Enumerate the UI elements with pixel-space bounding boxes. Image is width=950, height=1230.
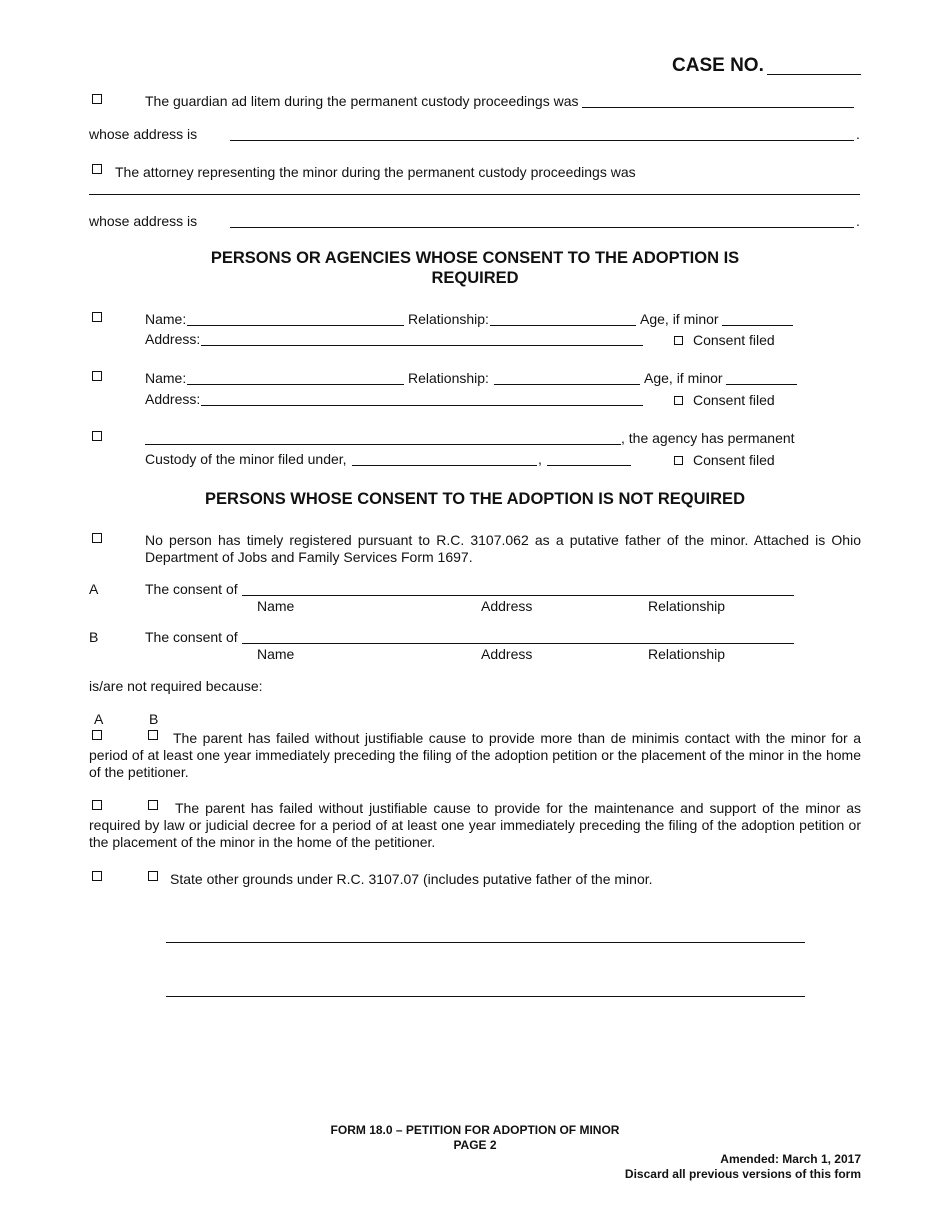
heading-line: REQUIRED xyxy=(431,269,519,287)
person1-age-field[interactable] xyxy=(722,325,793,326)
person2-relationship-field[interactable] xyxy=(494,384,640,385)
person1-consent-label: Consent filed xyxy=(693,332,775,348)
person2-address-label: Address: xyxy=(145,391,201,407)
attorney-checkbox[interactable] xyxy=(92,164,102,174)
guardian-text: The guardian ad litem during the permanent custody proceedings was xyxy=(145,93,579,109)
consent-a-col-address: Address xyxy=(481,598,533,614)
reason3-a-checkbox[interactable] xyxy=(92,871,102,881)
reason1-text: period of at least one year immediately preceding the filing of the adoption petition or the placement of the minor in the home of the petitioner. xyxy=(89,747,861,780)
person2-relationship-label: Relationship: xyxy=(408,370,489,386)
consent-b-col-address: Address xyxy=(481,646,533,662)
person1-relationship-label: Relationship: xyxy=(408,311,489,327)
reason2-text: required by law or judicial decree for a period of at least one year immediately preceding the filing of the adoption petition or the placement of the minor in the home of the petitioner. xyxy=(89,817,861,850)
person1-name-field[interactable] xyxy=(187,325,404,326)
consent-b-field[interactable] xyxy=(242,643,794,644)
reason3-text: State other grounds under R.C. 3107.07 (includes putative father of the minor. xyxy=(170,871,653,887)
guardian-name-field[interactable] xyxy=(582,107,854,108)
section-heading-required xyxy=(0,248,950,288)
custody-label: Custody of the minor filed under, xyxy=(145,451,347,467)
reason2-first-line: The parent has failed without justifiable cause to provide for the maintenance and support of the minor as xyxy=(175,800,861,816)
agency-checkbox[interactable] xyxy=(92,431,102,441)
custody-field-2[interactable] xyxy=(547,465,631,466)
case-number-label: CASE NO. xyxy=(672,55,764,76)
consent-b-letter: B xyxy=(89,629,99,645)
reason2-a-checkbox[interactable] xyxy=(92,800,102,810)
amended-date: Amended: March 1, 2017 xyxy=(720,1152,861,1166)
agency-text: , the agency has permanent xyxy=(621,430,795,446)
consent-a-letter: A xyxy=(89,581,99,597)
form-title: FORM 18.0 – PETITION FOR ADOPTION OF MINOR xyxy=(330,1123,620,1137)
reason1-b-checkbox[interactable] xyxy=(148,730,158,740)
col-b-header: B xyxy=(149,711,159,727)
agency-consent-checkbox[interactable] xyxy=(674,456,683,465)
reason2-b-checkbox[interactable] xyxy=(148,800,158,810)
consent-b-col-relationship: Relationship xyxy=(648,646,726,662)
person1-name-label: Name: xyxy=(145,311,187,327)
person1-checkbox[interactable] xyxy=(92,312,102,322)
period: . xyxy=(856,213,860,229)
discard-notice: Discard all previous versions of this form xyxy=(624,1167,861,1181)
consent-a-field[interactable] xyxy=(242,595,794,596)
person2-age-label: Age, if minor xyxy=(644,370,723,386)
person1-relationship-field[interactable] xyxy=(490,325,636,326)
person2-consent-checkbox[interactable] xyxy=(674,396,683,405)
person1-address-label: Address: xyxy=(145,331,201,347)
putative-checkbox[interactable] xyxy=(92,533,102,543)
consent-a-col-relationship: Relationship xyxy=(648,598,726,614)
person1-consent-checkbox[interactable] xyxy=(674,336,683,345)
col-a-header: A xyxy=(94,711,104,727)
because-text: is/are not required because: xyxy=(89,678,263,694)
page-number: PAGE 2 xyxy=(453,1138,497,1152)
reason1-a-checkbox[interactable] xyxy=(92,730,102,740)
person2-name-field[interactable] xyxy=(187,384,404,385)
consent-a-label: The consent of xyxy=(145,581,238,597)
heading-line: PERSONS OR AGENCIES WHOSE CONSENT TO THE ADOPTION IS xyxy=(210,249,740,267)
other-grounds-line-1[interactable] xyxy=(166,942,805,943)
other-grounds-line-2[interactable] xyxy=(166,996,805,997)
attorney-name-field[interactable] xyxy=(89,194,860,195)
custody-field-1[interactable] xyxy=(352,465,537,466)
section-heading-not-required: PERSONS WHOSE CONSENT TO THE ADOPTION IS NOT REQUIRED xyxy=(205,490,745,508)
comma: , xyxy=(538,451,542,467)
agency-consent-label: Consent filed xyxy=(693,452,775,468)
person2-name-label: Name: xyxy=(145,370,187,386)
agency-name-field[interactable] xyxy=(145,444,621,445)
person2-checkbox[interactable] xyxy=(92,371,102,381)
person1-age-label: Age, if minor xyxy=(640,311,719,327)
person2-age-field[interactable] xyxy=(726,384,797,385)
consent-b-label: The consent of xyxy=(145,629,238,645)
putative-text: No person has timely registered pursuant to R.C. 3107.062 as a putative father of the minor. Attached is Ohio Department of Jobs and Family Services Form 1697. xyxy=(145,532,861,565)
period: . xyxy=(856,126,860,142)
attorney-text: The attorney representing the minor during the permanent custody proceedings was xyxy=(115,164,636,180)
consent-b-col-name: Name xyxy=(257,646,295,662)
attorney-address-label: whose address is xyxy=(89,213,198,229)
person2-address-field[interactable] xyxy=(201,405,643,406)
reason3-b-checkbox[interactable] xyxy=(148,871,158,881)
guardian-checkbox[interactable] xyxy=(92,94,102,104)
person2-consent-label: Consent filed xyxy=(693,392,775,408)
person1-address-field[interactable] xyxy=(201,345,643,346)
guardian-address-label: whose address is xyxy=(89,126,198,142)
attorney-address-field[interactable] xyxy=(230,227,854,228)
consent-a-col-name: Name xyxy=(257,598,295,614)
reason1-first-line: The parent has failed without justifiable cause to provide more than de minimis contact with the minor for a xyxy=(173,730,861,746)
guardian-address-field[interactable] xyxy=(230,140,854,141)
case-number-field[interactable] xyxy=(767,74,861,75)
